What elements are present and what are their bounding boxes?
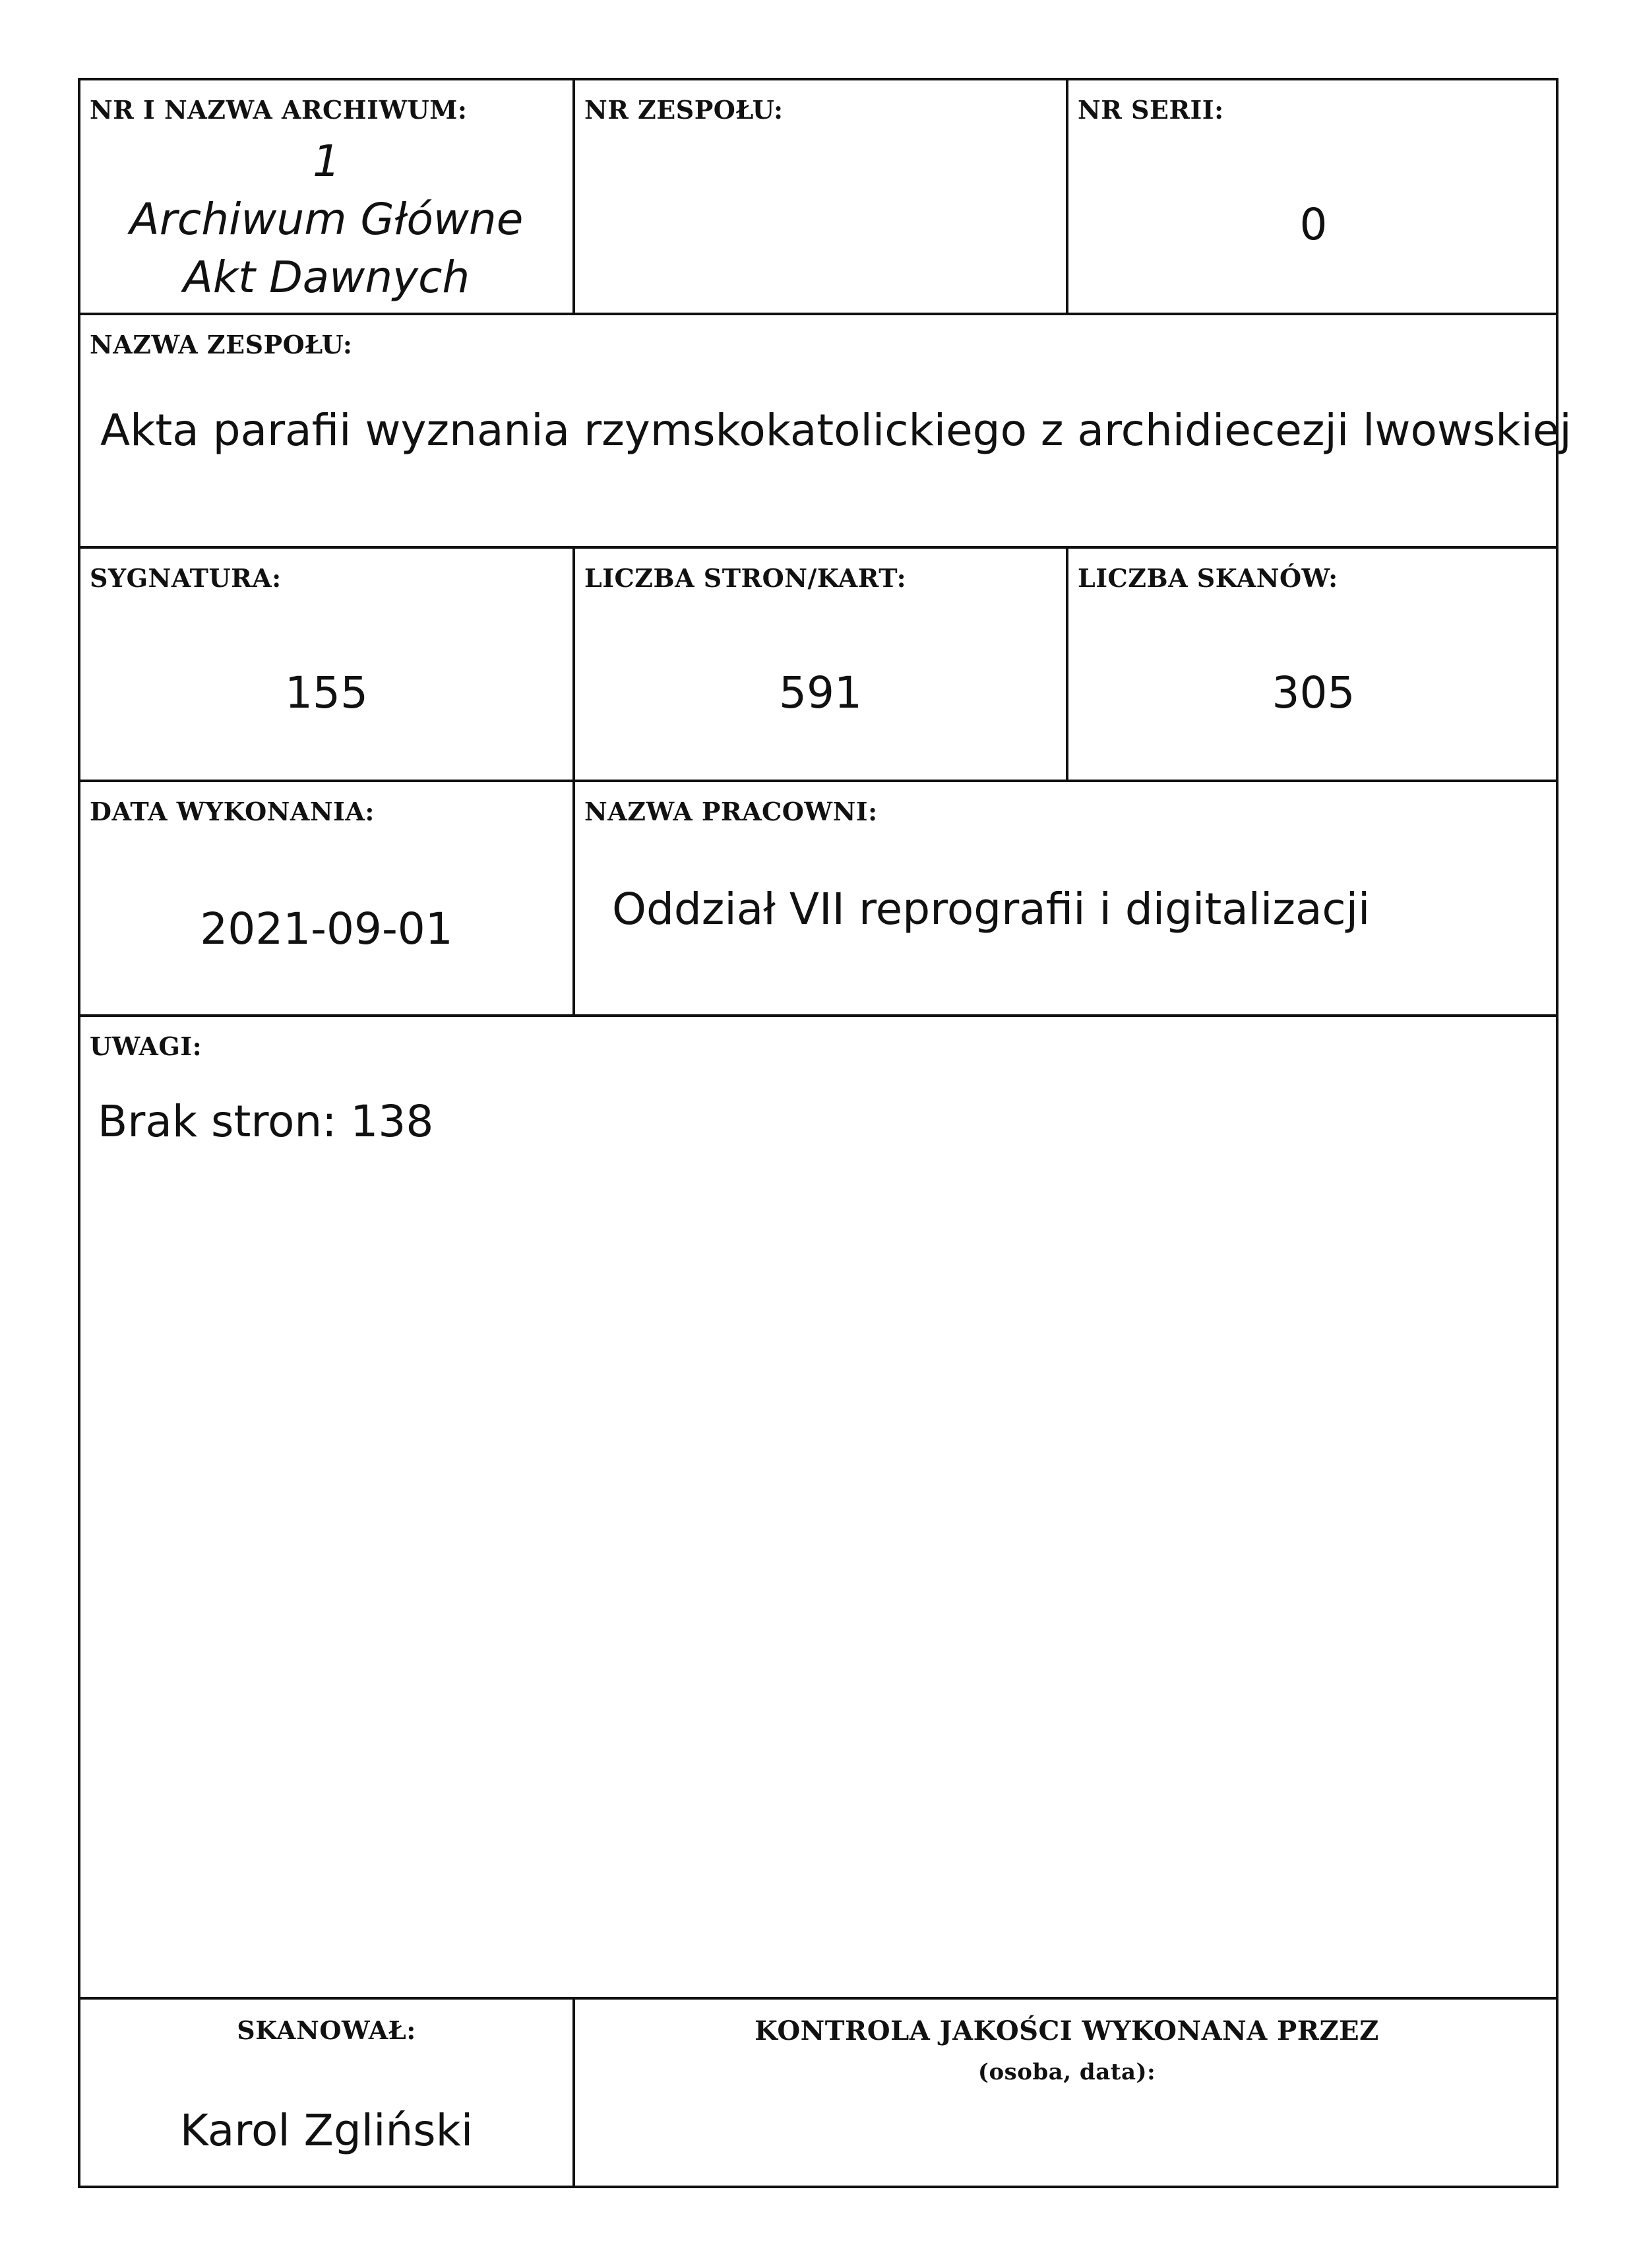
archive-label: NR I NAZWA ARCHIWUM:: [90, 95, 468, 125]
workshop-value: Oddział VII reprografii i digitalizacji: [612, 884, 1371, 935]
archive-cell: [80, 80, 572, 313]
signature-label: SYGNATURA:: [90, 563, 282, 593]
page-count-value: 591: [779, 667, 862, 718]
quality-control-cell: [575, 2000, 1558, 2188]
fonds-name-value: Akta parafii wyznania rzymskokatolickiego z archidiecezji lwowskiej: [100, 405, 1572, 456]
signature-value: 155: [285, 667, 368, 718]
series-number-cell: [1068, 80, 1558, 313]
scanned-by-label: SKANOWAŁ:: [237, 2015, 416, 2045]
signature-cell: [80, 549, 572, 780]
scan-count-cell: [1068, 549, 1558, 780]
page-count-label: LICZBA STRON/KART:: [584, 563, 907, 593]
archive-name-line1: Archiwum Główne: [129, 194, 524, 245]
quality-control-label: KONTROLA JAKOŚCI WYKONANA PRZEZ: [755, 2015, 1379, 2046]
quality-control-sublabel: (osoba, data):: [977, 2059, 1156, 2085]
archive-number: 1: [313, 136, 340, 187]
execution-date-label: DATA WYKONANIA:: [90, 797, 375, 826]
scan-count-value: 305: [1272, 667, 1355, 718]
series-number-value: 0: [1299, 199, 1328, 250]
fonds-number-cell: [575, 80, 1066, 313]
series-number-label: NR SERII:: [1078, 95, 1224, 125]
scanned-by-cell: [80, 2000, 572, 2188]
execution-date-value: 2021-09-01: [200, 904, 453, 954]
notes-value: Brak stron: 138: [98, 1096, 434, 1147]
workshop-label: NAZWA PRACOWNI:: [584, 797, 878, 826]
workshop-cell: [575, 782, 1558, 1014]
scan-count-label: LICZBA SKANÓW:: [1078, 563, 1338, 593]
fonds-name-cell: [80, 315, 1572, 546]
page-count-cell: [575, 549, 1066, 780]
notes-cell: [80, 1017, 1558, 1997]
notes-label: UWAGI:: [90, 1031, 202, 1061]
execution-date-cell: [80, 782, 572, 1014]
fonds-number-label: NR ZESPOŁU:: [584, 95, 784, 125]
fonds-name-label: NAZWA ZESPOŁU:: [90, 330, 353, 359]
archive-name-line2: Akt Dawnych: [183, 252, 470, 303]
scanned-by-value: Karol Zgliński: [179, 2105, 474, 2156]
metryka-form: [78, 78, 1572, 2188]
